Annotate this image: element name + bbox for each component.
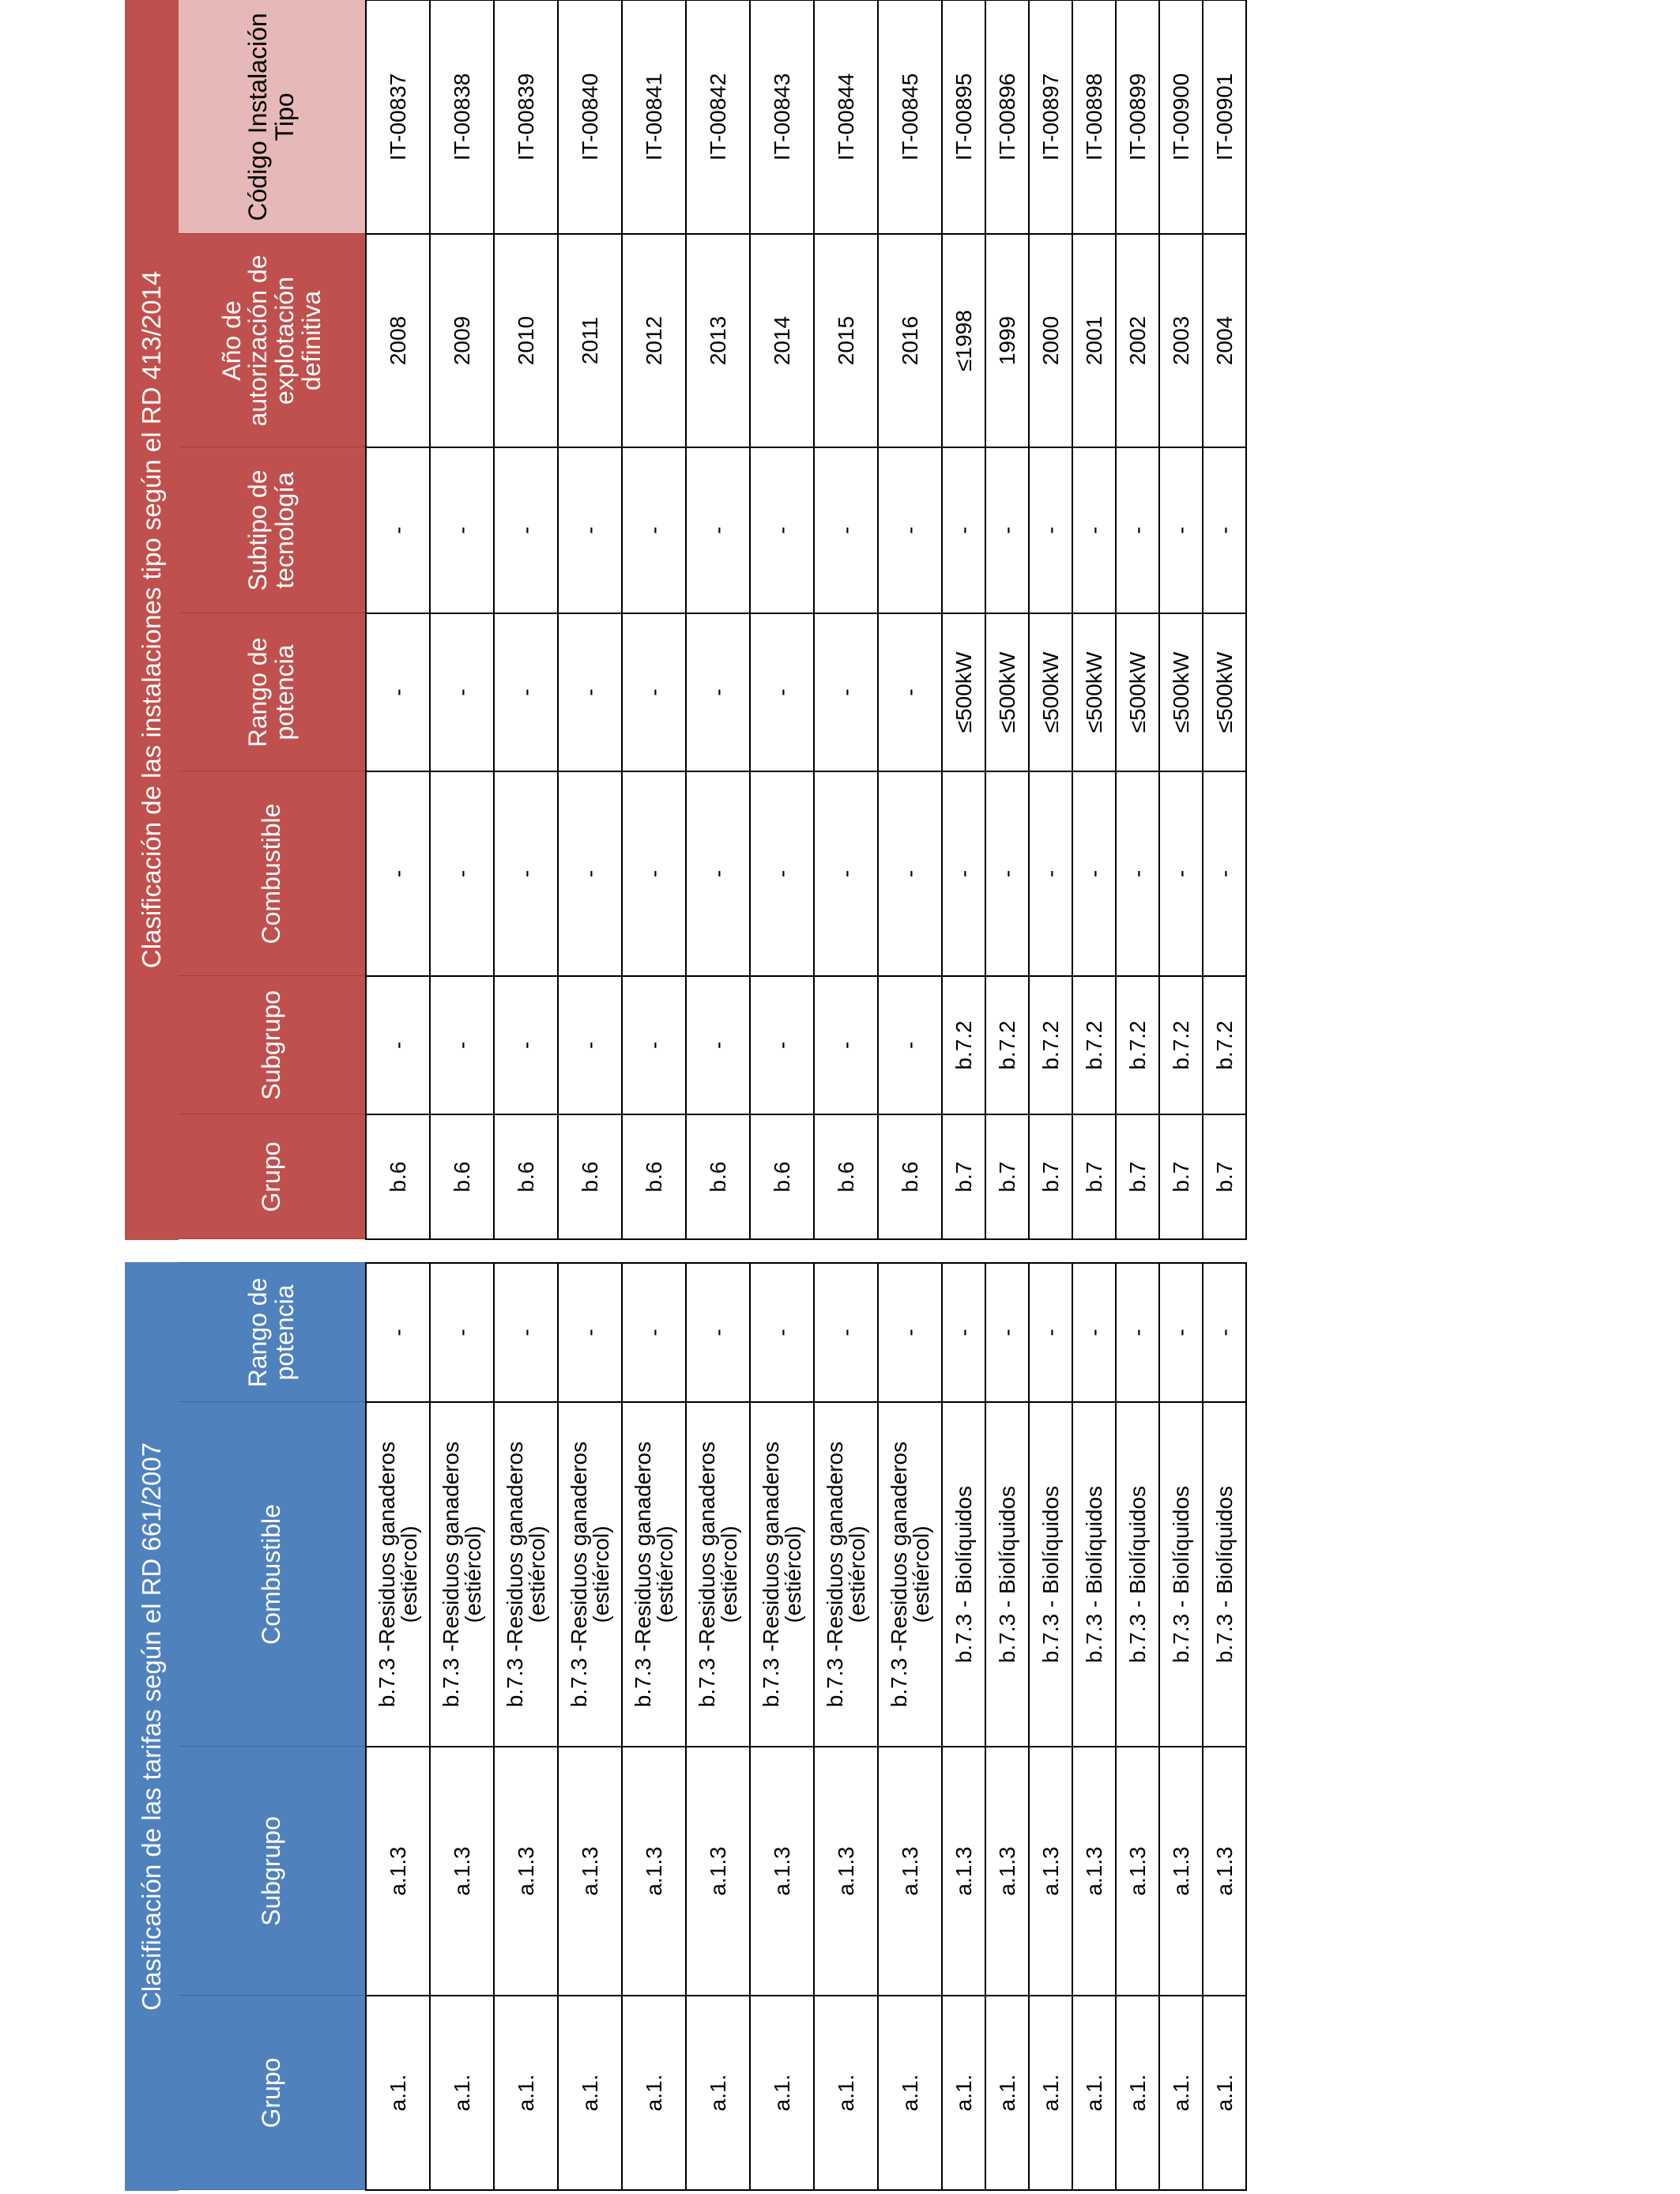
rd661-cell-subgrupo: a.1.3 [942,1747,985,1996]
rd413-cell-combustible: - [814,771,878,976]
rd413-cell-subgrupo: - [366,976,430,1114]
rd661-header-rango: Rango de potencia [178,1263,366,1402]
rd661-cell-combustible: b.7.3 -Residuos ganaderos (estiércol) [686,1402,750,1747]
rd413-cell-combustible: - [430,771,494,976]
rd413-cell-subtipo: - [622,447,686,613]
rd413-header-anio: Año de autorización de explotación definitiva [178,234,366,447]
rd661-cell-combustible: b.7.3 -Residuos ganaderos (estiércol) [366,1402,430,1747]
rd661-cell-subgrupo: a.1.3 [366,1747,430,1996]
rd413-cell-subgrupo: b.7.2 [1159,976,1203,1114]
rd413-body [366,0,1246,1239]
rd661-cell-rango: - [942,1263,985,1402]
rd413-cell-codigo: IT-00900 [1159,0,1203,234]
rd413-cell-subtipo: - [558,447,622,613]
rd661-cell-subgrupo: a.1.3 [1072,1747,1116,1996]
rd413-cell-anio: 2013 [686,234,750,447]
rd413-cell-rango: - [814,613,878,771]
rd413-cell-codigo: IT-00901 [1203,0,1246,234]
rd661-cell-subgrupo: a.1.3 [494,1747,558,1996]
rd661-cell-subgrupo: a.1.3 [814,1747,878,1996]
rd413-cell-anio: 2002 [1116,234,1159,447]
rd413-cell-subgrupo: b.7.2 [1203,976,1246,1114]
rd413-cell-grupo: b.7 [1159,1114,1203,1239]
rd661-cell-grupo: a.1. [686,1996,750,2190]
rd661-cell-rango: - [1029,1263,1072,1402]
rd661-cell-combustible: b.7.3 - Biolíquidos [942,1402,985,1747]
rd413-cell-anio: 2001 [1072,234,1116,447]
table-row [494,0,558,1239]
rd413-cell-combustible: - [686,771,750,976]
rd661-cell-grupo: a.1. [366,1996,430,2190]
rd413-cell-grupo: b.6 [366,1114,430,1239]
rd661-title: Clasificación de las tarifas según el RD 661/2007 [126,1263,178,2190]
rd661-cell-rango: - [814,1263,878,1402]
rd413-cell-grupo: b.7 [1072,1114,1116,1239]
rd413-cell-subtipo: - [878,447,942,613]
rd413-cell-rango: ≤500kW [1159,613,1203,771]
rd413-cell-subgrupo: b.7.2 [1072,976,1116,1114]
rd661-cell-combustible: b.7.3 -Residuos ganaderos (estiércol) [750,1402,814,1747]
rd661-cell-grupo: a.1. [985,1996,1029,2190]
rd413-cell-combustible: - [1159,771,1203,976]
rd413-cell-combustible: - [878,771,942,976]
rd661-cell-combustible: b.7.3 - Biolíquidos [1159,1402,1203,1747]
rd413-cell-subtipo: - [750,447,814,613]
rd413-cell-subtipo: - [1029,447,1072,613]
table-row [686,0,750,1239]
table-row [1029,0,1072,1239]
rd413-cell-codigo: IT-00841 [622,0,686,234]
rd413-header-subtipo: Subtipo de tecnología [178,447,366,613]
rd413-cell-subtipo: - [1159,447,1203,613]
table-row [1159,0,1203,1239]
rd661-cell-grupo: a.1. [558,1996,622,2190]
rd413-cell-rango: ≤500kW [985,613,1029,771]
rd413-cell-rango: ≤500kW [1029,613,1072,771]
rd413-cell-codigo: IT-00840 [558,0,622,234]
rd413-cell-combustible: - [985,771,1029,976]
rd413-cell-grupo: b.6 [686,1114,750,1239]
rd413-cell-grupo: b.6 [622,1114,686,1239]
table-row [1203,1263,1246,2190]
rd413-cell-subgrupo: - [750,976,814,1114]
rd413-header-subgrupo: Subgrupo [178,976,366,1114]
table-row [1159,1263,1203,2190]
rd661-cell-subgrupo: a.1.3 [1029,1747,1072,1996]
rd661-cell-subgrupo: a.1.3 [558,1747,622,1996]
rd413-cell-codigo: IT-00895 [942,0,985,234]
rd661-cell-subgrupo: a.1.3 [686,1747,750,1996]
rd413-cell-combustible: - [366,771,430,976]
rd413-cell-codigo: IT-00843 [750,0,814,234]
rd413-cell-anio: 2010 [494,234,558,447]
table-row [430,0,494,1239]
rd661-cell-grupo: a.1. [1159,1996,1203,2190]
rd413-cell-codigo: IT-00897 [1029,0,1072,234]
rd413-cell-rango: ≤500kW [1072,613,1116,771]
rd413-cell-subgrupo: b.7.2 [942,976,985,1114]
rd413-cell-grupo: b.6 [430,1114,494,1239]
table-row [430,1263,494,2190]
rd413-cell-combustible: - [494,771,558,976]
rd661-cell-rango: - [430,1263,494,1402]
rd413-header-grupo: Grupo [178,1114,366,1239]
rd413-cell-rango: - [750,613,814,771]
rd413-cell-rango: ≤500kW [942,613,985,771]
rd413-cell-anio: 2012 [622,234,686,447]
rd413-cell-anio: ≤1998 [942,234,985,447]
rd413-cell-subgrupo: - [622,976,686,1114]
rd661-body [366,1263,1246,2190]
rd661-cell-subgrupo: a.1.3 [985,1747,1029,1996]
table-row [558,0,622,1239]
rd661-cell-subgrupo: a.1.3 [750,1747,814,1996]
rd413-cell-combustible: - [1116,771,1159,976]
rd413-cell-grupo: b.7 [1203,1114,1246,1239]
rd661-cell-rango: - [494,1263,558,1402]
rd413-cell-combustible: - [1072,771,1116,976]
rd413-cell-grupo: b.7 [942,1114,985,1239]
rd413-cell-subtipo: - [1116,447,1159,613]
rd661-cell-combustible: b.7.3 -Residuos ganaderos (estiércol) [878,1402,942,1747]
rd413-cell-combustible: - [1203,771,1246,976]
rd661-cell-combustible: b.7.3 - Biolíquidos [1029,1402,1072,1747]
rd413-cell-anio: 2003 [1159,234,1203,447]
rd413-cell-anio: 1999 [985,234,1029,447]
table-row [1029,1263,1072,2190]
rd413-cell-rango: - [366,613,430,771]
rd413-cell-subtipo: - [942,447,985,613]
rd413-cell-rango: - [558,613,622,771]
rd661-cell-grupo: a.1. [494,1996,558,2190]
rd413-cell-anio: 2000 [1029,234,1072,447]
rd661-cell-rango: - [622,1263,686,1402]
rd413-cell-anio: 2004 [1203,234,1246,447]
rd413-cell-codigo: IT-00845 [878,0,942,234]
rd413-cell-subtipo: - [686,447,750,613]
rd413-cell-subgrupo: - [686,976,750,1114]
rd413-cell-codigo: IT-00844 [814,0,878,234]
rd413-cell-codigo: IT-00898 [1072,0,1116,234]
rd413-cell-subgrupo: - [878,976,942,1114]
table-row [942,0,985,1239]
rd661-cell-grupo: a.1. [942,1996,985,2190]
rd661-header-subgrupo: Subgrupo [178,1747,366,1996]
table-row [366,0,430,1239]
rd661-cell-subgrupo: a.1.3 [1203,1747,1246,1996]
rd413-header-combustible: Combustible [178,771,366,976]
rd661-cell-subgrupo: a.1.3 [430,1747,494,1996]
rd413-cell-combustible: - [942,771,985,976]
rd413-table [125,0,1247,1240]
table-row [1072,0,1116,1239]
rd661-cell-subgrupo: a.1.3 [1116,1747,1159,1996]
rd661-cell-subgrupo: a.1.3 [622,1747,686,1996]
rd413-cell-combustible: - [1029,771,1072,976]
rd661-cell-combustible: b.7.3 - Biolíquidos [1072,1402,1116,1747]
table-row [985,1263,1029,2190]
rd413-cell-anio: 2008 [366,234,430,447]
rd413-cell-rango: ≤500kW [1116,613,1159,771]
rd413-cell-grupo: b.7 [985,1114,1029,1239]
table-row [750,0,814,1239]
table-row [942,1263,985,2190]
rd413-cell-subgrupo: - [430,976,494,1114]
table-row [814,0,878,1239]
rd413-cell-codigo: IT-00837 [366,0,430,234]
rd661-cell-grupo: a.1. [1203,1996,1246,2190]
rd661-cell-rango: - [985,1263,1029,1402]
rd413-cell-grupo: b.6 [494,1114,558,1239]
table-row [878,0,942,1239]
rd661-cell-combustible: b.7.3 -Residuos ganaderos (estiércol) [558,1402,622,1747]
rd661-cell-grupo: a.1. [1029,1996,1072,2190]
rd413-cell-anio: 2014 [750,234,814,447]
rd661-cell-combustible: b.7.3 - Biolíquidos [1116,1402,1159,1747]
rd661-cell-grupo: a.1. [878,1996,942,2190]
rd661-cell-subgrupo: a.1.3 [1159,1747,1203,1996]
rd413-cell-subtipo: - [494,447,558,613]
table-row [494,1263,558,2190]
rd413-cell-rango: - [686,613,750,771]
table-row [1203,0,1246,1239]
rd661-cell-rango: - [878,1263,942,1402]
rd661-cell-grupo: a.1. [430,1996,494,2190]
rd413-cell-rango: - [878,613,942,771]
rd413-cell-subtipo: - [1203,447,1246,613]
rd413-cell-grupo: b.7 [1029,1114,1072,1239]
rd413-cell-codigo: IT-00839 [494,0,558,234]
rd661-cell-combustible: b.7.3 -Residuos ganaderos (estiércol) [430,1402,494,1747]
rd661-cell-combustible: b.7.3 - Biolíquidos [985,1402,1029,1747]
rd661-cell-rango: - [1116,1263,1159,1402]
rd413-cell-combustible: - [750,771,814,976]
rd413-title: Clasificación de las instalaciones tipo según el RD 413/2014 [126,0,178,1239]
rd661-cell-grupo: a.1. [1072,1996,1116,2190]
rd413-cell-anio: 2011 [558,234,622,447]
rd413-cell-subtipo: - [814,447,878,613]
table-row [622,1263,686,2190]
rd661-cell-rango: - [1203,1263,1246,1402]
rd661-header-combustible: Combustible [178,1402,366,1747]
table-row [1116,1263,1159,2190]
rd661-cell-grupo: a.1. [814,1996,878,2190]
rd413-cell-rango: - [430,613,494,771]
rd661-cell-subgrupo: a.1.3 [878,1747,942,1996]
rd413-cell-subgrupo: b.7.2 [1116,976,1159,1114]
rd661-cell-rango: - [1159,1263,1203,1402]
rd413-cell-rango: - [494,613,558,771]
rd661-cell-grupo: a.1. [1116,1996,1159,2190]
rd661-cell-rango: - [366,1263,430,1402]
rd413-cell-subgrupo: - [558,976,622,1114]
rd413-cell-rango: ≤500kW [1203,613,1246,771]
table-row [558,1263,622,2190]
rd413-cell-anio: 2016 [878,234,942,447]
rd661-cell-rango: - [558,1263,622,1402]
rd413-cell-subgrupo: b.7.2 [985,976,1029,1114]
rd413-cell-grupo: b.6 [558,1114,622,1239]
rd413-cell-anio: 2009 [430,234,494,447]
table-row [1116,0,1159,1239]
table-row [686,1263,750,2190]
table-row [750,1263,814,2190]
rd413-cell-subtipo: - [1072,447,1116,613]
rd413-cell-subgrupo: - [814,976,878,1114]
rd661-cell-combustible: b.7.3 -Residuos ganaderos (estiércol) [622,1402,686,1747]
rd661-cell-combustible: b.7.3 -Residuos ganaderos (estiércol) [494,1402,558,1747]
rd413-cell-grupo: b.6 [750,1114,814,1239]
rd413-cell-combustible: - [558,771,622,976]
rd661-cell-grupo: a.1. [750,1996,814,2190]
rd413-cell-anio: 2015 [814,234,878,447]
rd413-cell-grupo: b.6 [878,1114,942,1239]
rd661-header-grupo: Grupo [178,1996,366,2190]
rd413-cell-subtipo: - [366,447,430,613]
rd413-cell-codigo: IT-00899 [1116,0,1159,234]
rd413-cell-subtipo: - [985,447,1029,613]
table-row [814,1263,878,2190]
rd413-header-rango: Rango de potencia [178,613,366,771]
rd413-cell-grupo: b.6 [814,1114,878,1239]
rd413-header-codigo: Código Instalación Tipo [178,0,366,234]
rd661-cell-rango: - [686,1263,750,1402]
rd413-cell-grupo: b.7 [1116,1114,1159,1239]
table-row [1072,1263,1116,2190]
rd413-cell-combustible: - [622,771,686,976]
rd413-cell-codigo: IT-00842 [686,0,750,234]
table-row [366,1263,430,2190]
table-row [985,0,1029,1239]
rd661-cell-rango: - [1072,1263,1116,1402]
rd661-cell-grupo: a.1. [622,1996,686,2190]
rd413-cell-rango: - [622,613,686,771]
rd413-cell-codigo: IT-00896 [985,0,1029,234]
rd661-cell-combustible: b.7.3 - Biolíquidos [1203,1402,1246,1747]
rd661-cell-combustible: b.7.3 -Residuos ganaderos (estiércol) [814,1402,878,1747]
rd413-cell-subtipo: - [430,447,494,613]
rd661-cell-rango: - [750,1263,814,1402]
rd413-cell-subgrupo: - [494,976,558,1114]
rd413-cell-subgrupo: b.7.2 [1029,976,1072,1114]
table-row [622,0,686,1239]
rd413-cell-codigo: IT-00838 [430,0,494,234]
table-row [878,1263,942,2190]
rd661-table [125,1262,1247,2191]
